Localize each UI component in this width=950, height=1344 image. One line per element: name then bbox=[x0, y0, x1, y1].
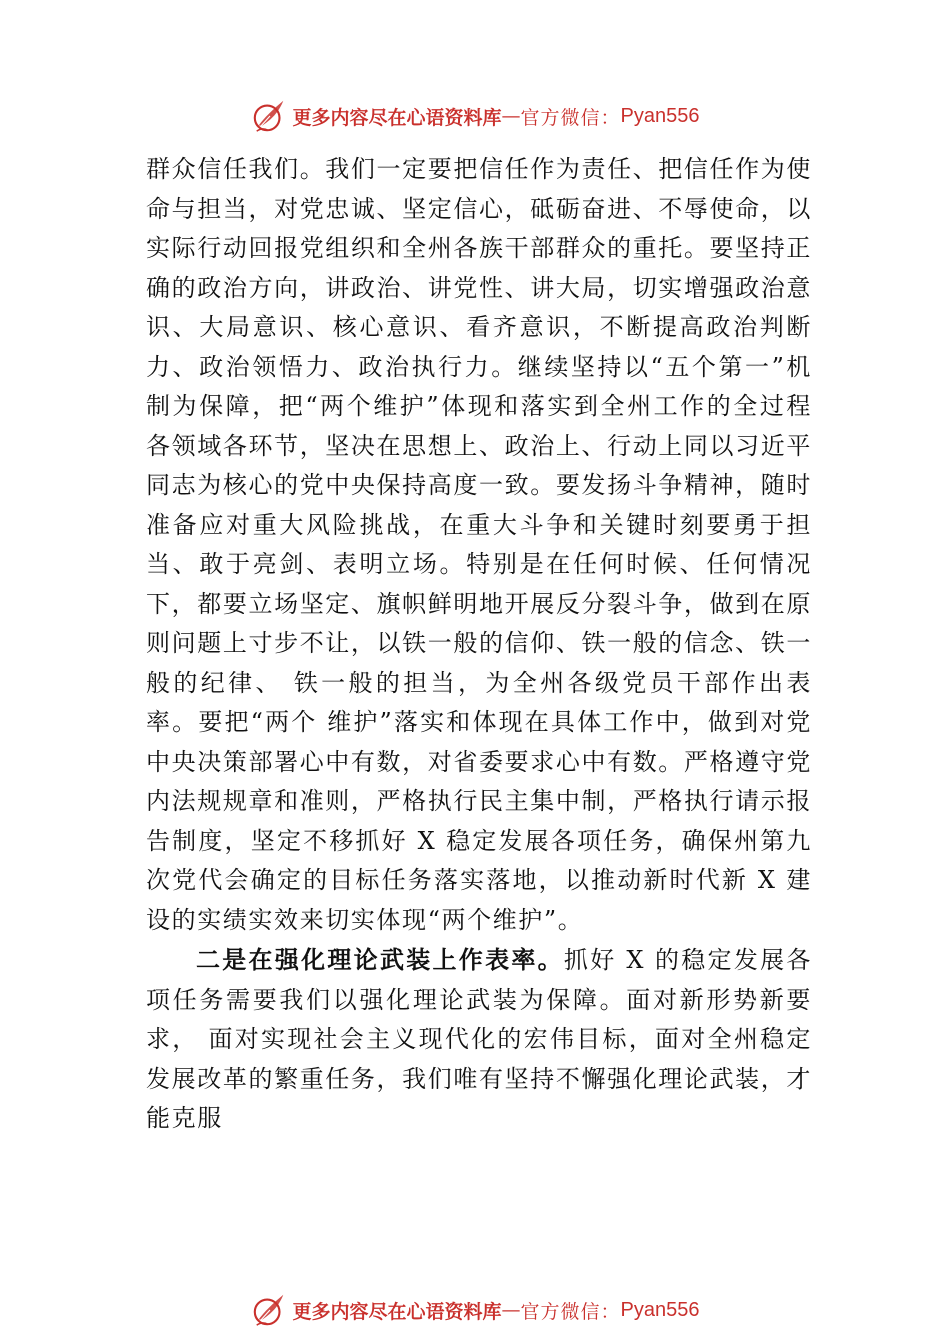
banner-wechat-label: 官方微信： bbox=[520, 106, 621, 129]
paragraph-1: 群众信任我们。我们一定要把信任作为责任、把信任作为使命与担当，对党忠诚、坚定信心，砥砺奋进、不辱使命，以实际行动回报党组织和全州各族干部群众的重托。要坚持正确的政治方向，讲政治、讲党性、讲大局，切实增强政治意识、大局意识、核心意识、看齐意识，不断提高政治判断力、政治领悟力、政治执行力。继续坚持以“五个第一”机制为保障，把“两个维护”体现和落实到全州工作的全过程各领域各环节，坚决在思想上、政治上、行动上同以习近平同志为核心的党中央保持高度一致。要发扬斗争精神，随时准备应对重大风险挑战，在重大斗争和关键时刻要勇于担当、敢于亮剑、表明立场。特别是在任何时候、任何情况下，都要立场坚定、旗帜鲜明地开展反分裂斗争，做到在原则问题上寸步不让，以铁一般的信仰、铁一般的信念、铁一般的纪律、 铁一般的担当，为全州各级党员干部作出表率。要把“两个 维护”落实和体现在具体工作中，做到对党中央决策部署心中有数，对省委要求心中有数。严格遵守党内法规规章和准则，严格执行民主集中制，严格执行请示报告制度，坚定不移抓好 X 稳定发展各项任务，确保州第九次党代会确定的目标任务落实落地，以推动新时代新 X 建设的实绩实效来切实体现“两个维护”。 bbox=[146, 155, 812, 934]
banner-brand: 更多内容尽在心语资料库 bbox=[292, 106, 502, 129]
footer-wechat-id: Pyan556 bbox=[620, 1298, 700, 1321]
banner-wechat-id: Pyan556 bbox=[620, 104, 700, 127]
paragraph-2-body: 抓好 X 的稳定发展各项任务需要我们以强化理论武装为保障。面对新形势新要求， 面对实现社会主义现代化的宏伟目标，面对全州稳定发展改革的繁重任务，我们唯有坚持不懈强化理论武装，才能克服 bbox=[146, 946, 812, 1132]
quill-pen-logo-icon bbox=[251, 1291, 289, 1329]
footer-brand: 更多内容尽在心语资料库 bbox=[292, 1300, 502, 1323]
footer-banner bbox=[0, 1288, 950, 1332]
quill-pen-logo-icon bbox=[251, 97, 289, 135]
paragraph-2-lead: 二是在强化理论武装上作表率。 bbox=[196, 945, 564, 974]
banner-dash: — bbox=[501, 105, 521, 127]
document-body bbox=[146, 150, 812, 1139]
header-banner bbox=[0, 94, 950, 138]
paragraph-2 bbox=[146, 940, 812, 1139]
footer-wechat-label: 官方微信： bbox=[520, 1300, 621, 1323]
footer-dash: — bbox=[501, 1299, 521, 1321]
